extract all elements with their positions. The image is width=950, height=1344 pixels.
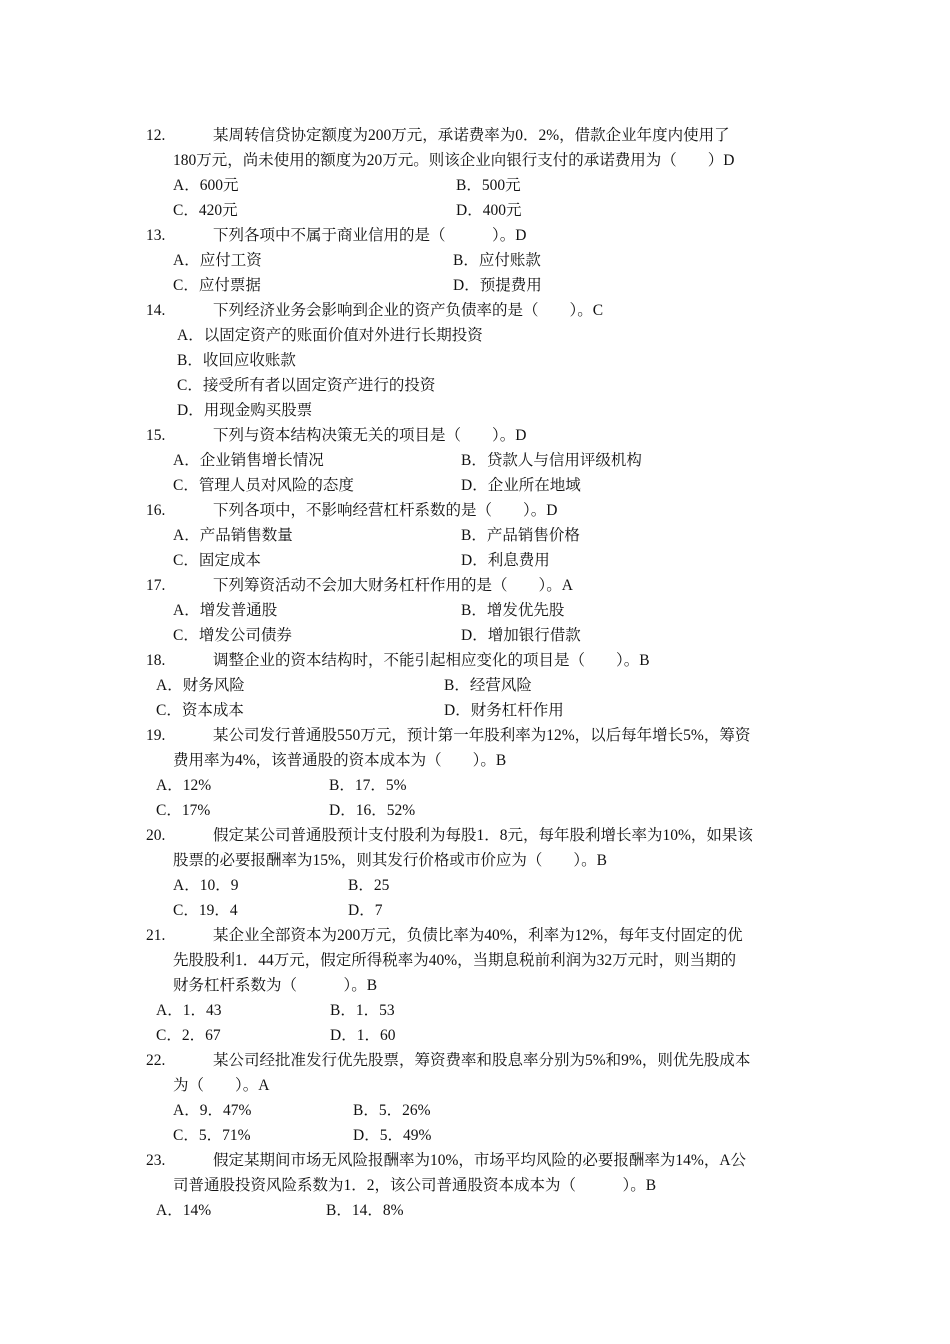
question-stem-continuation [0,848,950,873]
answer-option: C．固定成本 [173,552,261,569]
question-stem-continuation [0,748,950,773]
answer-option: C．应付票据 [173,277,261,294]
answer-option: A．600元 [173,177,239,194]
question-stem-line [0,923,950,948]
answer-option: A．企业销售增长情况 [173,452,324,469]
answer-option: A．14% [156,1202,212,1219]
options-row [0,1123,950,1148]
question-21 [0,923,950,1048]
answer-option: A．财务风险 [156,677,245,694]
question-stem-line [0,498,950,523]
options-row [0,698,950,723]
question-stem-line [0,123,950,148]
question-stem-line [0,723,950,748]
options-row [0,198,950,223]
answer-option: B．5．26% [353,1102,431,1119]
question-stem-continuation [0,948,950,973]
question-stem-continuation [0,1073,950,1098]
answer-option: D．5．49% [353,1127,432,1144]
question-stem-line [0,423,950,448]
question-number: 12. [146,127,166,144]
options-row [0,348,950,373]
options-row [0,1198,950,1223]
question-19 [0,723,950,823]
question-number: 15. [146,427,166,444]
question-14 [0,298,950,423]
question-13 [0,223,950,298]
question-text: 为（ ）。A [173,1077,270,1094]
answer-option: D．400元 [456,202,522,219]
options-row [0,598,950,623]
answer-option: B．25 [348,877,390,894]
question-20 [0,823,950,923]
question-22 [0,1048,950,1148]
options-row [0,273,950,298]
answer-option: B．14．8% [326,1202,404,1219]
document-page [0,123,950,1223]
answer-option: C．19．4 [173,902,238,919]
question-stem-line [0,1048,950,1073]
answer-option: B．1．53 [330,1002,395,1019]
answer-option: A．12% [156,777,212,794]
answer-option: D．增加银行借款 [461,627,581,644]
answer-option: B．17．5% [329,777,407,794]
question-number: 19. [146,727,166,744]
question-text: 180万元，尚未使用的额度为20万元。则该企业向银行支付的承诺费用为（ ）D [173,152,735,169]
options-row [0,248,950,273]
question-text: 下列经济业务会影响到企业的资产负债率的是（ ）。C [213,302,604,319]
question-text: 调整企业的资本结构时，不能引起相应变化的项目是（ ）。B [213,652,650,669]
answer-option: D．7 [348,902,383,919]
answer-option: C．管理人员对风险的态度 [173,477,354,494]
options-row [0,548,950,573]
question-text: 下列各项中不属于商业信用的是（ ）。D [213,227,527,244]
answer-option: C．2．67 [156,1027,221,1044]
answer-option: D．财务杠杆作用 [444,702,564,719]
question-text: 某公司经批准发行优先股票，筹资费率和股息率分别为5%和9%，则优先股成本 [213,1052,751,1069]
answer-option: C．增发公司债券 [173,627,292,644]
question-16 [0,498,950,573]
answer-option: B．产品销售价格 [461,527,580,544]
options-row [0,398,950,423]
answer-option: B．应付账款 [453,252,541,269]
question-number: 14. [146,302,166,319]
question-stem-line [0,573,950,598]
question-text: 下列各项中，不影响经营杠杆系数的是（ ）。D [213,502,558,519]
answer-option: B．500元 [456,177,521,194]
answer-option: D．1．60 [330,1027,396,1044]
question-number: 16. [146,502,166,519]
options-row [0,898,950,923]
answer-option: D．预提费用 [453,277,542,294]
answer-option: A．增发普通股 [173,602,278,619]
answer-option: A．以固定资产的账面价值对外进行长期投资 [177,327,483,344]
question-text: 费用率为4%，该普通股的资本成本为（ ）。B [173,752,507,769]
options-row [0,873,950,898]
answer-option: A．1．43 [156,1002,222,1019]
options-row [0,373,950,398]
answer-option: C．资本成本 [156,702,244,719]
question-stem-continuation [0,148,950,173]
options-row [0,1023,950,1048]
answer-option: D．企业所在地域 [461,477,581,494]
question-text: 假定某公司普通股预计支付股利为每股1．8元，每年股利增长率为10%，如果该 [213,827,753,844]
answer-option: B．经营风险 [444,677,532,694]
options-row [0,523,950,548]
options-row [0,323,950,348]
question-stem-line [0,823,950,848]
answer-option: A．应付工资 [173,252,262,269]
answer-option: B．收回应收账款 [177,352,296,369]
question-text: 财务杠杆系数为（ ）。B [173,977,378,994]
question-stem-line [0,648,950,673]
question-number: 17. [146,577,166,594]
options-row [0,673,950,698]
answer-option: B．增发优先股 [461,602,565,619]
answer-option: C．420元 [173,202,238,219]
question-text: 某企业全部资本为200万元，负债比率为40%，利率为12%，每年支付固定的优 [213,927,743,944]
question-stem-line [0,298,950,323]
question-text: 先股股利1．44万元，假定所得税率为40%，当期息税前利润为32万元时，则当期的 [173,952,737,969]
answer-option: A．10．9 [173,877,239,894]
answer-option: A．产品销售数量 [173,527,293,544]
question-text: 下列与资本结构决策无关的项目是（ ）。D [213,427,527,444]
options-row [0,798,950,823]
question-18 [0,648,950,723]
answer-option: C．17% [156,802,211,819]
answer-option: D．16．52% [329,802,416,819]
question-number: 18. [146,652,166,669]
options-row [0,773,950,798]
question-23 [0,1148,950,1223]
question-stem-line [0,223,950,248]
answer-option: C．5．71% [173,1127,251,1144]
options-row [0,173,950,198]
question-text: 股票的必要报酬率为15%，则其发行价格或市价应为（ ）。B [173,852,608,869]
options-row [0,1098,950,1123]
answer-option: A．9．47% [173,1102,252,1119]
question-17 [0,573,950,648]
question-stem-continuation [0,973,950,998]
question-text: 司普通股投资风险系数为1．2，该公司普通股资本成本为（ ）。B [173,1177,657,1194]
options-row [0,448,950,473]
options-row [0,623,950,648]
question-text: 某公司发行普通股550万元，预计第一年股利率为12%，以后每年增长5%，筹资 [213,727,751,744]
question-text: 下列筹资活动不会加大财务杠杆作用的是（ ）。A [213,577,573,594]
question-number: 23. [146,1152,166,1169]
answer-option: D．利息费用 [461,552,550,569]
question-15 [0,423,950,498]
answer-option: C．接受所有者以固定资产进行的投资 [177,377,436,394]
question-number: 13. [146,227,166,244]
options-row [0,473,950,498]
question-number: 21. [146,927,166,944]
question-number: 22. [146,1052,166,1069]
question-text: 某周转信贷协定额度为200万元，承诺费率为0．2%，借款企业年度内使用了 [213,127,730,144]
question-12 [0,123,950,223]
question-stem-line [0,1148,950,1173]
question-number: 20. [146,827,166,844]
question-text: 假定某期间市场无风险报酬率为10%，市场平均风险的必要报酬率为14%，A公 [213,1152,747,1169]
options-row [0,998,950,1023]
answer-option: D．用现金购买股票 [177,402,313,419]
question-stem-continuation [0,1173,950,1198]
answer-option: B．贷款人与信用评级机构 [461,452,642,469]
